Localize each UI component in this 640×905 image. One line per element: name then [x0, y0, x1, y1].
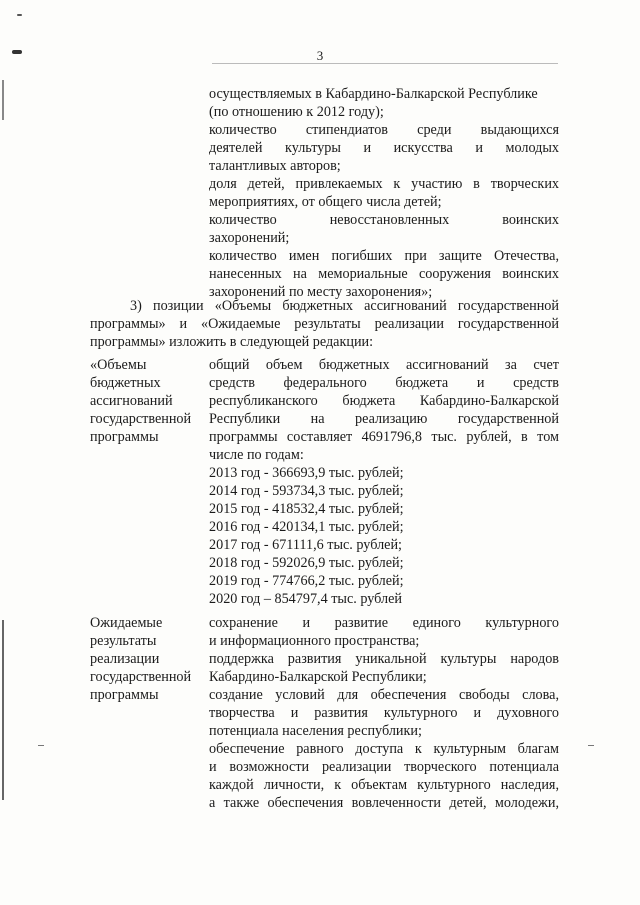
- results-text: [209, 614, 559, 812]
- text-line: доля детей, привлекаемых к участию в творческих: [209, 176, 559, 192]
- budget-line: числе по годам:: [209, 447, 304, 463]
- result-line: поддержка развития уникальной культуры народов: [209, 651, 559, 667]
- budget-line: 2016 год - 420134,1 тыс. рублей;: [209, 519, 404, 535]
- section-label-line: результаты: [90, 633, 157, 649]
- text-line: нанесенных на мемориальные сооружения воинских: [209, 266, 559, 282]
- result-line: обеспечение равного доступа к культурным благам: [209, 741, 559, 757]
- text-line: захоронений;: [209, 230, 290, 246]
- paragraph-line: программы» и «Ожидаемые результаты реализации государственной: [90, 316, 559, 332]
- scan-edge: [2, 80, 4, 120]
- result-line: и возможности реализации творческого потенциала: [209, 759, 559, 775]
- result-line: Кабардино-Балкарской Республики;: [209, 669, 427, 685]
- budget-line: общий объем бюджетных ассигнований за счет: [209, 357, 559, 373]
- page-number: 3: [316, 48, 324, 63]
- budget-line: 2019 год - 774766,2 тыс. рублей;: [209, 573, 404, 589]
- scan-artifact: [38, 745, 44, 746]
- result-line: потенциала населения республики;: [209, 723, 422, 739]
- scan-artifact: [588, 745, 594, 746]
- text-line: количество стипендиатов среди выдающихся: [209, 122, 559, 138]
- section-label-line: программы: [90, 687, 159, 703]
- budget-line: 2014 год - 593734,3 тыс. рублей;: [209, 483, 404, 499]
- text-line: захоронений по месту захоронения»;: [209, 284, 433, 300]
- scan-edge: [2, 620, 4, 800]
- budget-line: 2020 год – 854797,4 тыс. рублей: [209, 591, 402, 607]
- text-line: деятелей культуры и искусства и молодых: [209, 140, 559, 156]
- budget-label: [90, 356, 208, 446]
- text-line: количество невосстановленных воинских: [209, 212, 559, 228]
- scan-artifact: [17, 14, 22, 16]
- result-line: сохранение и развитие единого культурного: [209, 615, 559, 631]
- section-label-line: ассигнований: [90, 393, 173, 409]
- section-label-line: бюджетных: [90, 375, 161, 391]
- budget-line: программы составляет 4691796,8 тыс. рублей, в том: [209, 429, 559, 445]
- result-line: создание условий для обеспечения свободы слова,: [209, 687, 559, 703]
- result-line: каждой личности, к объектам культурного наследия,: [209, 777, 559, 793]
- budget-line: 2015 год - 418532,4 тыс. рублей;: [209, 501, 404, 517]
- text-line: талантливых авторов;: [209, 158, 341, 174]
- budget-line: средств федерального бюджета и средств: [209, 375, 559, 391]
- budget-line: 2013 год - 366693,9 тыс. рублей;: [209, 465, 404, 481]
- budget-text: [209, 356, 559, 608]
- header-rule: [212, 63, 558, 64]
- text-line: (по отношению к 2012 году);: [209, 104, 384, 120]
- section-label-line: Ожидаемые: [90, 615, 163, 631]
- text-line: осуществляемых в Кабардино-Балкарской Республике: [209, 86, 538, 102]
- section-label-line: «Объемы: [90, 357, 147, 373]
- section-label-line: государственной: [90, 411, 192, 427]
- budget-line: 2018 год - 592026,9 тыс. рублей;: [209, 555, 404, 571]
- text-line: мероприятиях, от общего числа детей;: [209, 194, 442, 210]
- section-label-line: государственной: [90, 669, 192, 685]
- budget-line: республиканского бюджета Кабардино-Балкарской: [209, 393, 559, 409]
- budget-line: 2017 год - 671111,6 тыс. рублей;: [209, 537, 402, 553]
- result-line: и информационного пространства;: [209, 633, 420, 649]
- paragraph-line: программы» изложить в следующей редакции:: [90, 334, 374, 350]
- text-line: количество имен погибших при защите Отечества,: [209, 248, 559, 264]
- paragraph-line: 3) позиции «Объемы бюджетных ассигнований государственной: [130, 298, 559, 314]
- result-line: а также обеспечения вовлеченности детей, молодежи,: [209, 795, 559, 811]
- budget-line: Республики на реализацию государственной: [209, 411, 559, 427]
- amendment-paragraph: [90, 297, 559, 351]
- section-label-line: реализации: [90, 651, 160, 667]
- section-label-line: программы: [90, 429, 159, 445]
- result-line: творчества и развития культурного и духовного: [209, 705, 559, 721]
- indicators-continuation: [209, 85, 559, 301]
- results-label: [90, 614, 208, 704]
